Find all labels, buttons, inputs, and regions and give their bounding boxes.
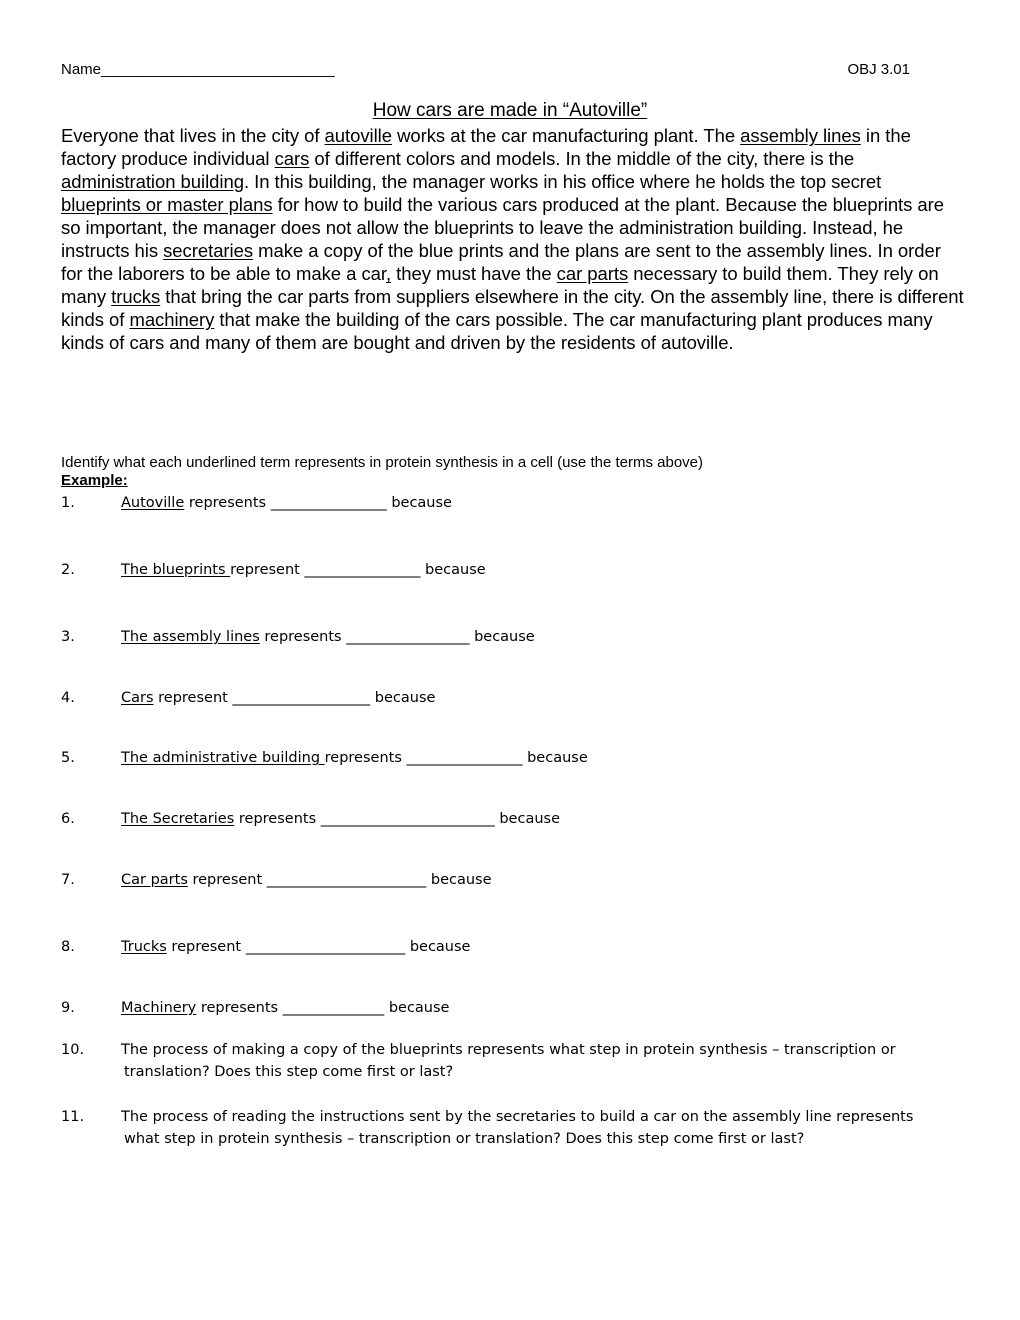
question-number: 5.: [61, 750, 75, 766]
story-text: that bring the car parts from suppliers elsewhere in the city. On the assembly line, there is different kinds of: [61, 286, 964, 330]
question-text-line2: what step in protein synthesis – transcription or translation? Does this step come first or last?: [124, 1131, 805, 1147]
worksheet-header: [61, 61, 910, 78]
question-number: 11.: [61, 1109, 85, 1125]
underlined-term: secretaries: [163, 240, 254, 261]
name-field-label: Name____________________________: [61, 61, 335, 78]
page-title: How cars are made in “Autoville”: [372, 100, 648, 121]
question-prompt: represents ________________ because: [324, 750, 588, 766]
question-text-line1: The process of making a copy of the blueprints represents what step in protein synthesis – transcription or: [121, 1042, 896, 1058]
question-text-line2: translation? Does this step come first or last?: [124, 1064, 454, 1080]
story-text: make a copy of the blue prints and the plans are sent to the assembly lines. In order for the laborers to be able to make a car: [61, 240, 941, 284]
question-number: 7.: [61, 872, 75, 888]
question-term: Car parts: [121, 872, 188, 888]
question-number: 4.: [61, 690, 75, 706]
question-term: Cars: [121, 690, 154, 706]
story-text: of different colors and models. In the middle of the city, there is the: [309, 148, 855, 169]
question-number: 6.: [61, 811, 75, 827]
instructions-text: Identify what each underlined term represents in protein synthesis in a cell (use the terms above): [61, 454, 703, 471]
underlined-term: autoville: [324, 125, 392, 146]
question-prompt: represent ________________ because: [230, 562, 486, 578]
objective-code: OBJ 3.01: [847, 61, 910, 78]
question-number: 2.: [61, 562, 75, 578]
story-text: they must have the: [391, 263, 557, 284]
example-label: Example:: [61, 472, 128, 489]
question-prompt: represents ________________ because: [184, 495, 452, 511]
question-prompt: represent ___________________ because: [153, 690, 436, 706]
story-text: works at the car manufacturing plant. The: [391, 125, 741, 146]
question-term: The Secretaries: [121, 811, 235, 827]
question-term: Autoville: [121, 495, 185, 511]
question-term: The assembly lines: [121, 629, 260, 645]
question-prompt: represent ______________________ because: [187, 872, 492, 888]
question-term: Trucks: [121, 939, 167, 955]
question-number: 3.: [61, 629, 75, 645]
question-number: 8.: [61, 939, 75, 955]
story-text: for how to build the various cars produced at the plant. Because the blueprints are so important, the manager does not allow the blueprints to leave the administration building. Instead, he instructs his: [61, 194, 945, 261]
question-term: The blueprints: [121, 562, 231, 578]
question-prompt: represent ______________________ because: [166, 939, 471, 955]
underlined-term: trucks: [111, 286, 161, 307]
underlined-term: administration building: [61, 171, 244, 192]
question-prompt: represents ______________ because: [196, 1000, 450, 1016]
story-text: that make the building of the cars possible. The car manufacturing plant produces many kinds of cars and many of them are bought and driven by the residents of autoville.: [61, 309, 933, 353]
story-text: . In this building, the manager works in his office where he holds the top secret: [243, 171, 882, 192]
story-text: necessary to build them. They rely on many: [61, 263, 939, 307]
question-number: 9.: [61, 1000, 75, 1016]
underlined-term: ,: [385, 263, 392, 284]
story-text: in the factory produce individual: [61, 125, 911, 169]
question-text-line1: The process of reading the instructions sent by the secretaries to build a car on the assembly line represents: [121, 1109, 914, 1125]
question-prompt: represents ________________________ because: [234, 811, 560, 827]
underlined-term: cars: [274, 148, 310, 169]
question-term: The administrative building: [121, 750, 325, 766]
underlined-term: assembly lines: [740, 125, 861, 146]
underlined-term: machinery: [129, 309, 215, 330]
underlined-term: car parts: [556, 263, 629, 284]
question-prompt: represents _________________ because: [259, 629, 535, 645]
question-term: Machinery: [121, 1000, 197, 1016]
question-number: 10.: [61, 1042, 85, 1058]
underlined-term: blueprints or master plans: [61, 194, 273, 215]
question-number: 1.: [61, 495, 75, 511]
story-text: Everyone that lives in the city of: [61, 125, 325, 146]
story-paragraph: [61, 124, 966, 354]
